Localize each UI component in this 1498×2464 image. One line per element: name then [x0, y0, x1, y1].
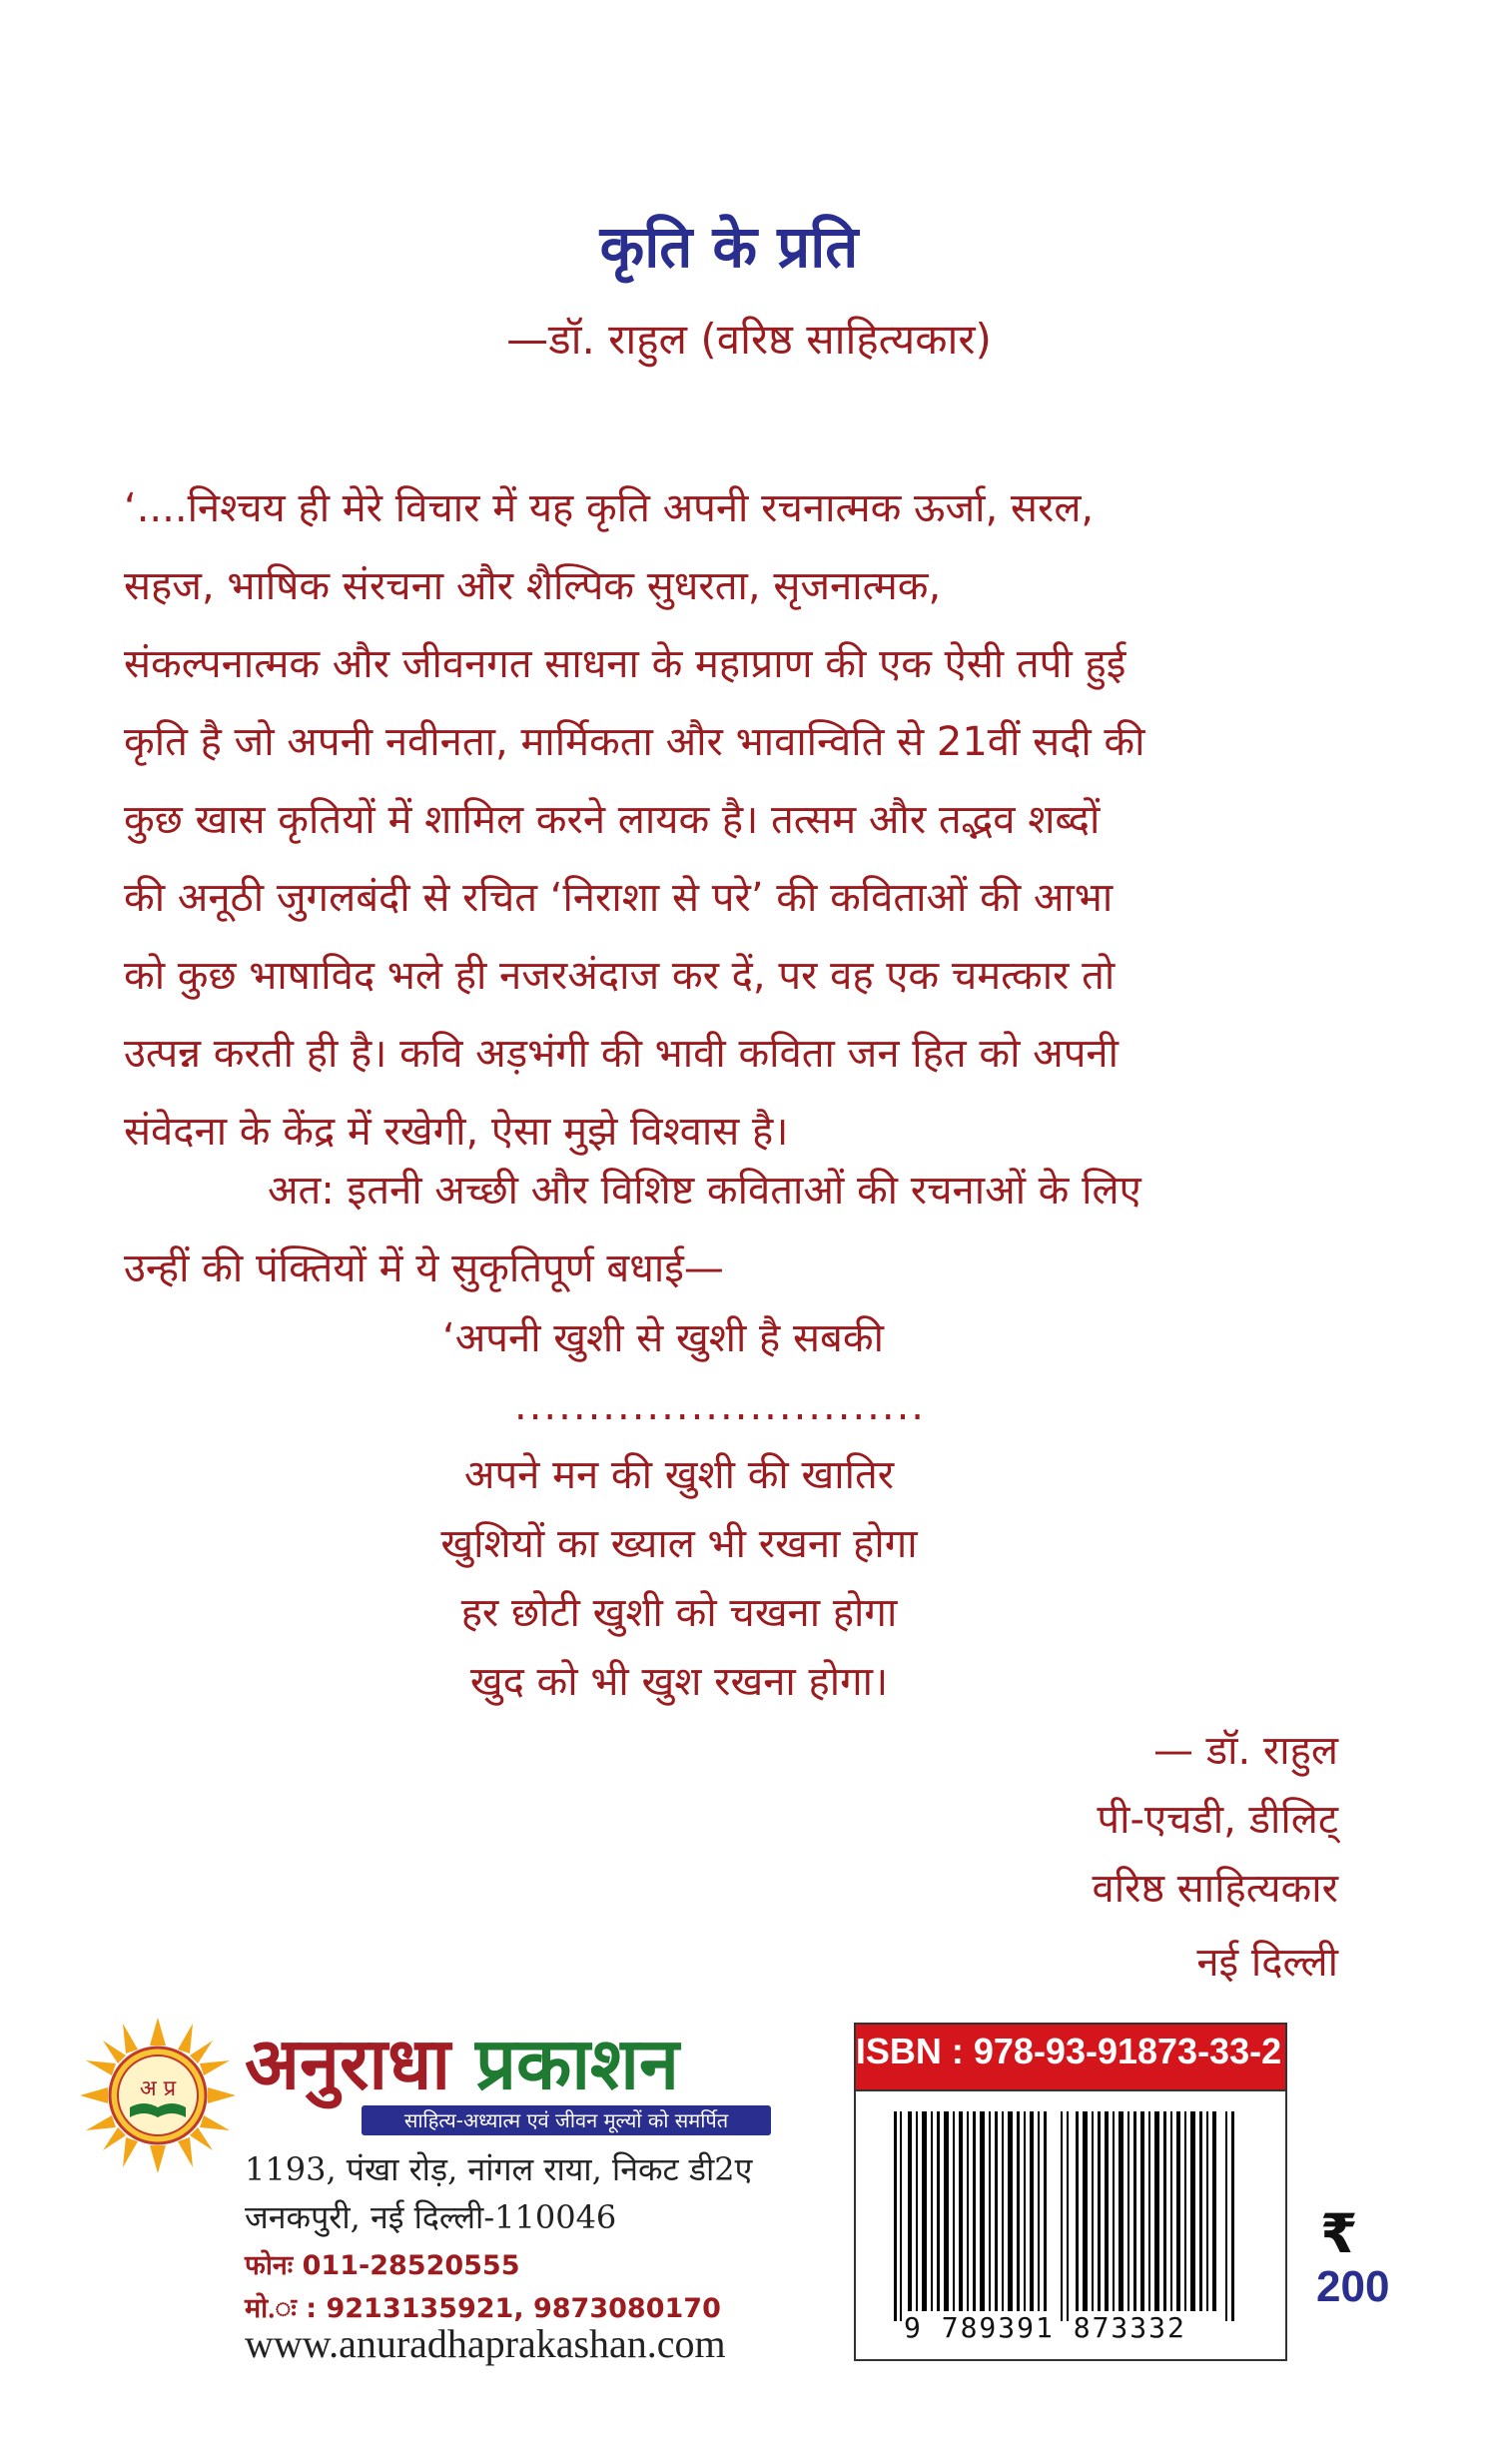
poem-line: हर छोटी खुशी को चखना होगा — [460, 1590, 898, 1636]
logo-text: अ प्र — [139, 2076, 177, 2101]
publisher-name — [245, 2013, 679, 2110]
rupee-symbol: ₹ — [1320, 2202, 1358, 2265]
para-line: कुछ खास कृतियों में शामिल करने लायक है। तत्सम और तद्भव शब्दों — [124, 797, 1101, 843]
main-paragraph — [124, 469, 1344, 1171]
poem-dots: ............................ — [514, 1383, 927, 1429]
barcode-digits: 9 789391 873332 — [904, 2311, 1186, 2344]
para-line: ‘....निश्चय ही मेरे विचार में यह कृति अपनी रचनात्मक ऊर्जा, सरल, — [124, 485, 1095, 531]
para2-line: अत: इतनी अच्छी और विशिष्ट कविताओं की रचनाओं के लिए — [268, 1168, 1141, 1214]
signature-name: — डॉ. राहुल — [1153, 1728, 1338, 1774]
publisher-address-line2: जनकपुरी, नई दिल्ली-110046 — [245, 2198, 617, 2236]
page-title: कृति के प्रति — [599, 213, 859, 281]
isbn-text: ISBN : 978-93-91873-33-2 — [855, 2031, 1282, 2071]
publisher-name-part1: अनुराधा — [245, 2022, 450, 2105]
para-line: संकल्पनात्मक और जीवनगत साधना के महाप्राण की एक ऐसी तपी हुई — [124, 641, 1126, 687]
publisher-name-part2: प्रकाशन — [475, 2022, 679, 2105]
publisher-phone: फोनः 011-28520555 — [245, 2250, 520, 2281]
para2-line: उन्हीं की पंक्तियों में ये सुकृतिपूर्ण बधाई— — [124, 1245, 724, 1291]
para-line: की अनूठी जुगलबंदी से रचित ‘निराशा से परे’ की कविताओं की आभा — [124, 875, 1114, 921]
poem-line: खुद को भी खुश रखना होगा। — [469, 1659, 889, 1705]
poem-first-line: ‘अपनी खुशी से खुशी है सबकी — [442, 1315, 884, 1361]
publisher-logo — [78, 2016, 238, 2175]
poem-line: खुशियों का ख्याल भी रखना होगा — [440, 1521, 918, 1567]
publisher-website: www.anuradhaprakashan.com — [245, 2321, 726, 2366]
signature-city: नई दिल्ली — [1196, 1940, 1338, 1986]
publisher-tagline: साहित्य-अध्यात्म एवं जीवन मूल्यों को समर्पित — [362, 2105, 771, 2135]
byline: —डॉ. राहुल (वरिष्ठ साहित्यकार) — [506, 315, 992, 364]
para-line: संवेदना के केंद्र में रखेगी, ऐसा मुझे विश्वास है। — [124, 1109, 789, 1155]
price: 200 — [1316, 2262, 1390, 2311]
publisher-mobile: मो.ः : 9213135921, 9873080170 — [245, 2293, 721, 2324]
para-line: उत्पन्न करती ही है। कवि अड़भंगी की भावी कविता जन हित को अपनी — [124, 1031, 1119, 1077]
signature-degree: पी-एचडी, डीलिट् — [1097, 1797, 1338, 1843]
signature-role: वरिष्ठ साहित्यकार — [1092, 1866, 1338, 1912]
para-line: कृति है जो अपनी नवीनता, मार्मिकता और भावान्विति से 21वीं सदी की — [124, 719, 1145, 765]
poem-line: अपने मन की खुशी की खातिर — [463, 1452, 895, 1498]
para-line: को कुछ भाषाविद भले ही नजरअंदाज कर दें, पर वह एक चमत्कार तो — [124, 953, 1116, 999]
para-line: सहज, भाषिक संरचना और शैल्पिक सुधरता, सृजनात्मक, — [124, 563, 942, 609]
publisher-address-line1: 1193, पंखा रोड़, नांगल राया, निकट डी2ए — [245, 2150, 753, 2188]
